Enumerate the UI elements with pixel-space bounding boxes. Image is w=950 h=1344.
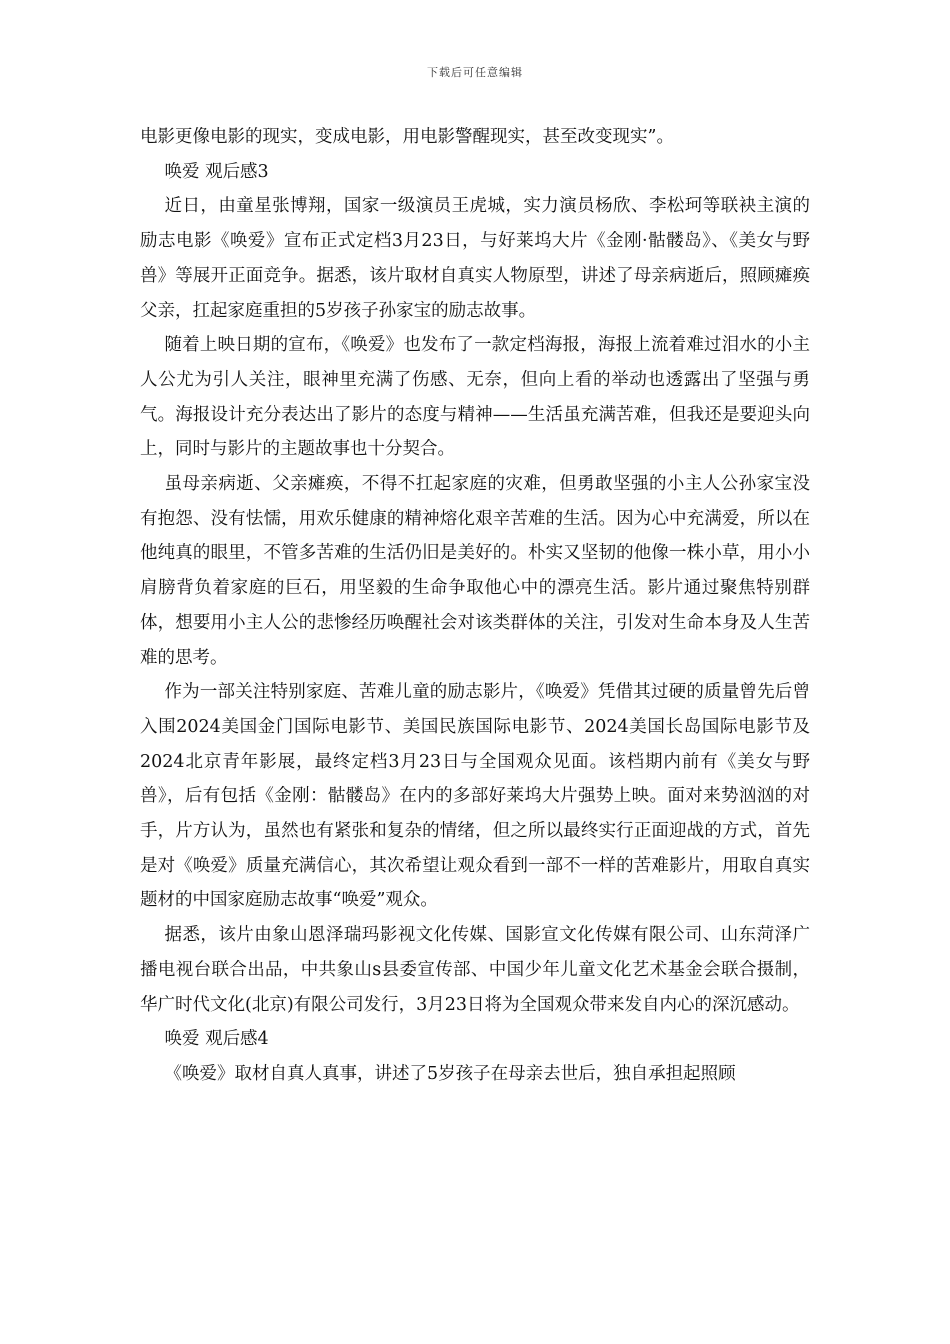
- document-body: [140, 120, 810, 1092]
- page-header: 下载后可任意编辑: [427, 66, 523, 79]
- paragraph: 作为一部关注特别家庭、苦难儿童的励志影片，《唤爱》凭借其过硬的质量曾先后曾入围2024美国金门国际电影节、美国民族国际电影节、2024美国长岛国际电影节及2024北京青年影展，最终定档3月23日与全国观众见面。该档期内前有《美女与野兽》，后有包括《金刚：骷髅岛》在内的多部好莱坞大片强势上映。面对来势汹汹的对手，片方认为，虽然也有紧张和复杂的情绪，但之所以最终实行正面迎战的方式，首先是对《唤爱》质量充满信心，其次希望让观众看到一部不一样的苦难影片，用取自真实题材的中国家庭励志故事“唤爱”观众。: [140, 682, 810, 911]
- paragraph: 据悉，该片由象山恩泽瑞玛影视文化传媒、国影宣文化传媒有限公司、山东菏泽广播电视台联合出品，中共象山s县委宣传部、中国少年儿童文化艺术基金会联合摄制，华广时代文化(北京)有限公司发行，3月23日将为全国观众带来发自内心的深沉感动。: [140, 925, 810, 1015]
- section-heading: 唤爱 观后感3: [164, 161, 269, 182]
- paragraph: 《唤爱》取材自真人真事，讲述了5岁孩子在母亲去世后，独自承担起照顾: [164, 1063, 736, 1084]
- paragraph: 虽母亲病逝、父亲瘫痪，不得不扛起家庭的灾难，但勇敢坚强的小主人公孙家宝没有抱怨、没有怯懦，用欢乐健康的精神熔化艰辛苦难的生活。因为心中充满爱，所以在他纯真的眼里，不管多苦难的生活仍旧是美好的。朴实又坚韧的他像一株小草，用小小肩膀背负着家庭的巨石，用坚毅的生命争取他心中的漂亮生活。影片通过聚焦特别群体，想要用小主人公的悲惨经历唤醒社会对该类群体的关注，引发对生命本身及人生苦难的思考。: [140, 474, 810, 668]
- section-heading: 唤爱 观后感4: [164, 1029, 269, 1050]
- paragraph-continuation: 电影更像电影的现实，变成电影，用电影警醒现实，甚至改变现实”。: [140, 127, 674, 147]
- paragraph: 随着上映日期的宣布，《唤爱》也发布了一款定档海报，海报上流着难过泪水的小主人公尤为引人关注，眼神里充满了伤感、无奈，但向上看的举动也透露出了坚强与勇气。海报设计充分表达出了影片的态度与精神——生活虽充满苦难，但我还是要迎头向上，同时与影片的主题故事也十分契合。: [140, 335, 810, 460]
- paragraph: 近日，由童星张博翔，国家一级演员王虎城，实力演员杨欣、李松珂等联袂主演的励志电影《唤爱》宣布正式定档3月23日，与好莱坞大片《金刚·骷髅岛》、《美女与野兽》等展开正面竞争。据悉，该片取材自真实人物原型，讲述了母亲病逝后，照顾瘫痪父亲，扛起家庭重担的5岁孩子孙家宝的励志故事。: [140, 196, 810, 321]
